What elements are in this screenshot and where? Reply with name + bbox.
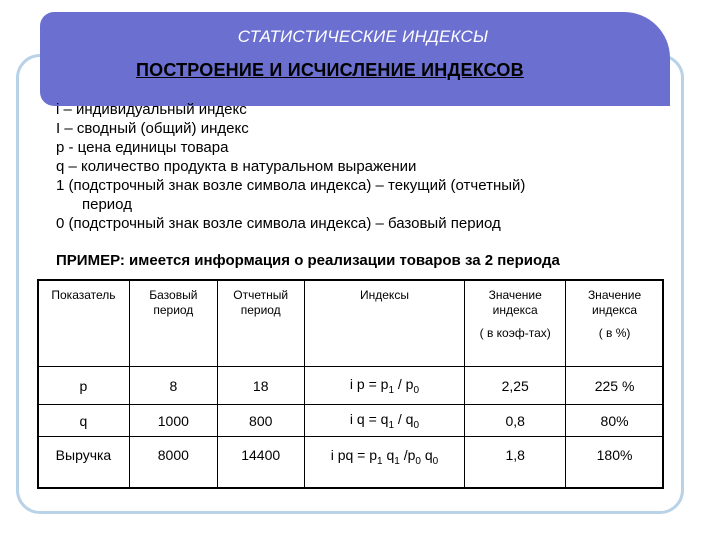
table-row [38, 367, 664, 405]
definition-item-continuation: период [82, 196, 132, 213]
definitions-list [56, 100, 676, 233]
cell-index-formula: i pq = $p_1$ $q_1$ $/p_0$ $q_0$ [304, 437, 465, 489]
cell-index-formula: i $p = p_1 / p_0$ [304, 367, 465, 405]
cell-value-pct: 180% [566, 437, 664, 489]
table-row [38, 405, 664, 437]
cell-value-pct: 225 % [566, 367, 664, 405]
cell-indicator: p [38, 367, 130, 405]
slide-subtitle: ПОСТРОЕНИЕ И ИСЧИСЛЕНИЕ ИНДЕКСОВ [136, 60, 524, 80]
header-band [40, 12, 670, 106]
header-indices: Индексы [304, 280, 465, 367]
definition-item: 1 (подстрочный знак возле символа индекса) – текущий (отчетный) [56, 177, 526, 194]
data-table [37, 279, 664, 489]
header-value-coef: Значение индекса ( в коэф-тах) [465, 280, 566, 367]
cell-value-coef: 0,8 [465, 405, 566, 437]
cell-base: 1000 [129, 405, 217, 437]
definition-item: I – сводный (общий) индекс [56, 120, 249, 137]
cell-base: 8 [129, 367, 217, 405]
cell-indicator: q [38, 405, 130, 437]
definition-item: 0 (подстрочный знак возле символа индекса) – базовый период [56, 215, 501, 232]
slide-title: СТАТИСТИЧЕСКИЕ ИНДЕКСЫ [237, 27, 489, 46]
cell-index-formula: i $q = q_1 / q_0$ [304, 405, 465, 437]
example-text: : имеется информация о реализации товаров за 2 периода [119, 252, 560, 269]
cell-indicator: Выручка [38, 437, 130, 489]
cell-report: 14400 [217, 437, 304, 489]
example-prefix: ПРИМЕР [56, 252, 120, 269]
cell-value-pct: 80% [566, 405, 664, 437]
header-value-pct: Значение индекса ( в %) [566, 280, 664, 367]
header-indicator: Показатель [38, 280, 130, 367]
table-header-row [38, 280, 664, 367]
definition-item: i – индивидуальный индекс [56, 101, 247, 118]
header-report-period: Отчетный период [217, 280, 304, 367]
cell-value-coef: 1,8 [465, 437, 566, 489]
definition-item: p - цена единицы товара [56, 139, 229, 156]
example-line [56, 252, 560, 269]
cell-value-coef: 2,25 [465, 367, 566, 405]
cell-report: 18 [217, 367, 304, 405]
cell-base: 8000 [129, 437, 217, 489]
definition-item: q – количество продукта в натуральном выражении [56, 158, 417, 175]
cell-report: 800 [217, 405, 304, 437]
header-base-period: Базовый период [129, 280, 217, 367]
table-row [38, 437, 664, 489]
